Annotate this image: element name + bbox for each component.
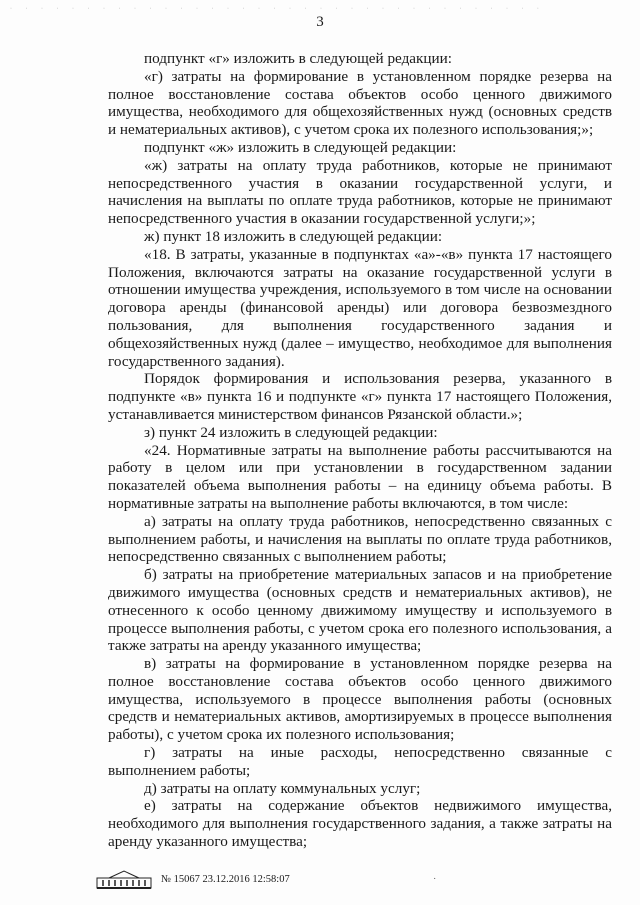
text-line: полное восстановление состава объектов особо ценного движимого	[108, 85, 612, 103]
text-line: Порядок формирования и использования резерва, указанного в	[144, 370, 612, 388]
text-line: средств и нематериальных активов, амортизируемых в процессе выполнения	[108, 708, 612, 726]
text-line: а) затраты на оплату труда работников, непосредственно связанных с	[144, 512, 612, 530]
text-line: государственного задания).	[108, 352, 285, 370]
government-building-seal-icon	[95, 870, 153, 890]
text-line: непосредственного участия в оказании государственной услуги;»;	[108, 210, 536, 228]
text-line: необходимого для выполнения государственного задания, а также затраты на	[108, 815, 612, 833]
text-line: также затраты на аренду указанного имущества;	[108, 637, 422, 655]
document-body	[108, 50, 612, 851]
text-line: общехозяйственных нужд (далее – имущество, необходимое для выполнения	[108, 334, 612, 352]
text-line: подпункте «в» пункта 16 и подпункте «г» пункта 17 настоящего Положения,	[108, 388, 612, 406]
text-line: ж) пункт 18 изложить в следующей редакции:	[144, 227, 443, 245]
text-line: з) пункт 24 изложить в следующей редакции:	[144, 423, 438, 441]
text-line: полное восстановление состава объектов особо ценного движимого	[108, 672, 612, 690]
scan-edge-noise: · · · · · · · · · · · · · · · · · · · · · · · · · · · · · · · · · · ·	[10, 6, 545, 10]
text-line: процессе выполнения работы, с учетом срока его полезного использования, а	[108, 619, 612, 637]
text-line: и нематериальных активов), с учетом срока их полезного использования;»;	[108, 121, 594, 139]
text-line: начисления на выплаты по оплате труда работников, которые не принимают	[108, 192, 612, 210]
text-line: непосредственно связанных с выполнением работы;	[108, 548, 447, 566]
text-line: е) затраты на содержание объектов недвижимого имущества,	[144, 797, 612, 815]
scan-mark: ˙	[433, 877, 437, 888]
text-line: «г) затраты на формирование в установленном порядке резерва на	[144, 67, 612, 85]
text-line: подпункт «г» изложить в следующей редакции:	[144, 50, 453, 67]
text-line: подпункт «ж» изложить в следующей редакции:	[144, 138, 457, 156]
text-line: имущества, необходимого для общехозяйственных нужд (основных средств	[108, 103, 612, 121]
text-line: показателей объема выполнения работы – на единицу объема работы. В	[108, 477, 612, 495]
text-line: отношении имущества учреждения, используемого в том числе на основании	[108, 281, 612, 299]
text-line: пользования, для выполнения государственного задания и	[108, 316, 612, 334]
text-line: имущества, используемого в процессе выполнения работы (основных	[108, 690, 612, 708]
text-line: в) затраты на формирование в установленном порядке резерва на	[144, 655, 612, 673]
text-line: «24. Нормативные затраты на выполнение работы рассчитываются на	[144, 441, 612, 459]
text-line: отнесенного к особо ценному движимому имуществу и используемого в	[108, 601, 612, 619]
text-line: движимого имущества (основных средств и нематериальных активов), не	[108, 583, 612, 601]
text-line: выполнением работы;	[108, 761, 251, 779]
text-line: г) затраты на иные расходы, непосредственно связанные с	[144, 744, 612, 762]
text-line: нормативные затраты на выполнение работы включаются, в том числе:	[108, 494, 569, 512]
text-line: работу в целом или при установлении в государственном задании	[108, 459, 612, 477]
document-footer	[95, 870, 355, 892]
text-line: выполнением работы, и начисления на выплаты по оплате труда работников,	[108, 530, 612, 548]
text-line: «18. В затраты, указанные в подпунктах «а»-«в» пункта 17 настоящего	[144, 245, 612, 263]
text-line: договора аренды (финансовой аренды) или договора безвозмездного	[108, 299, 612, 317]
text-line: аренду указанного имущества;	[108, 833, 308, 851]
text-line: работы), с учетом срока их полезного использования;	[108, 726, 455, 744]
text-line: непосредственного участия в оказании государственной услуги, и	[108, 174, 612, 192]
page-number: 3	[316, 14, 324, 30]
text-line: д) затраты на оплату коммунальных услуг;	[144, 779, 421, 797]
text-line: б) затраты на приобретение материальных запасов и на приобретение	[144, 566, 612, 584]
text-line: «ж) затраты на оплату труда работников, которые не принимают	[144, 156, 612, 174]
text-line: Положения, включаются затраты на оказание государственной услуги в	[108, 263, 612, 281]
text-line: устанавливается министерством финансов Рязанской области.»;	[108, 405, 523, 423]
registration-stamp: № 15067 23.12.2016 12:58:07	[161, 874, 290, 885]
